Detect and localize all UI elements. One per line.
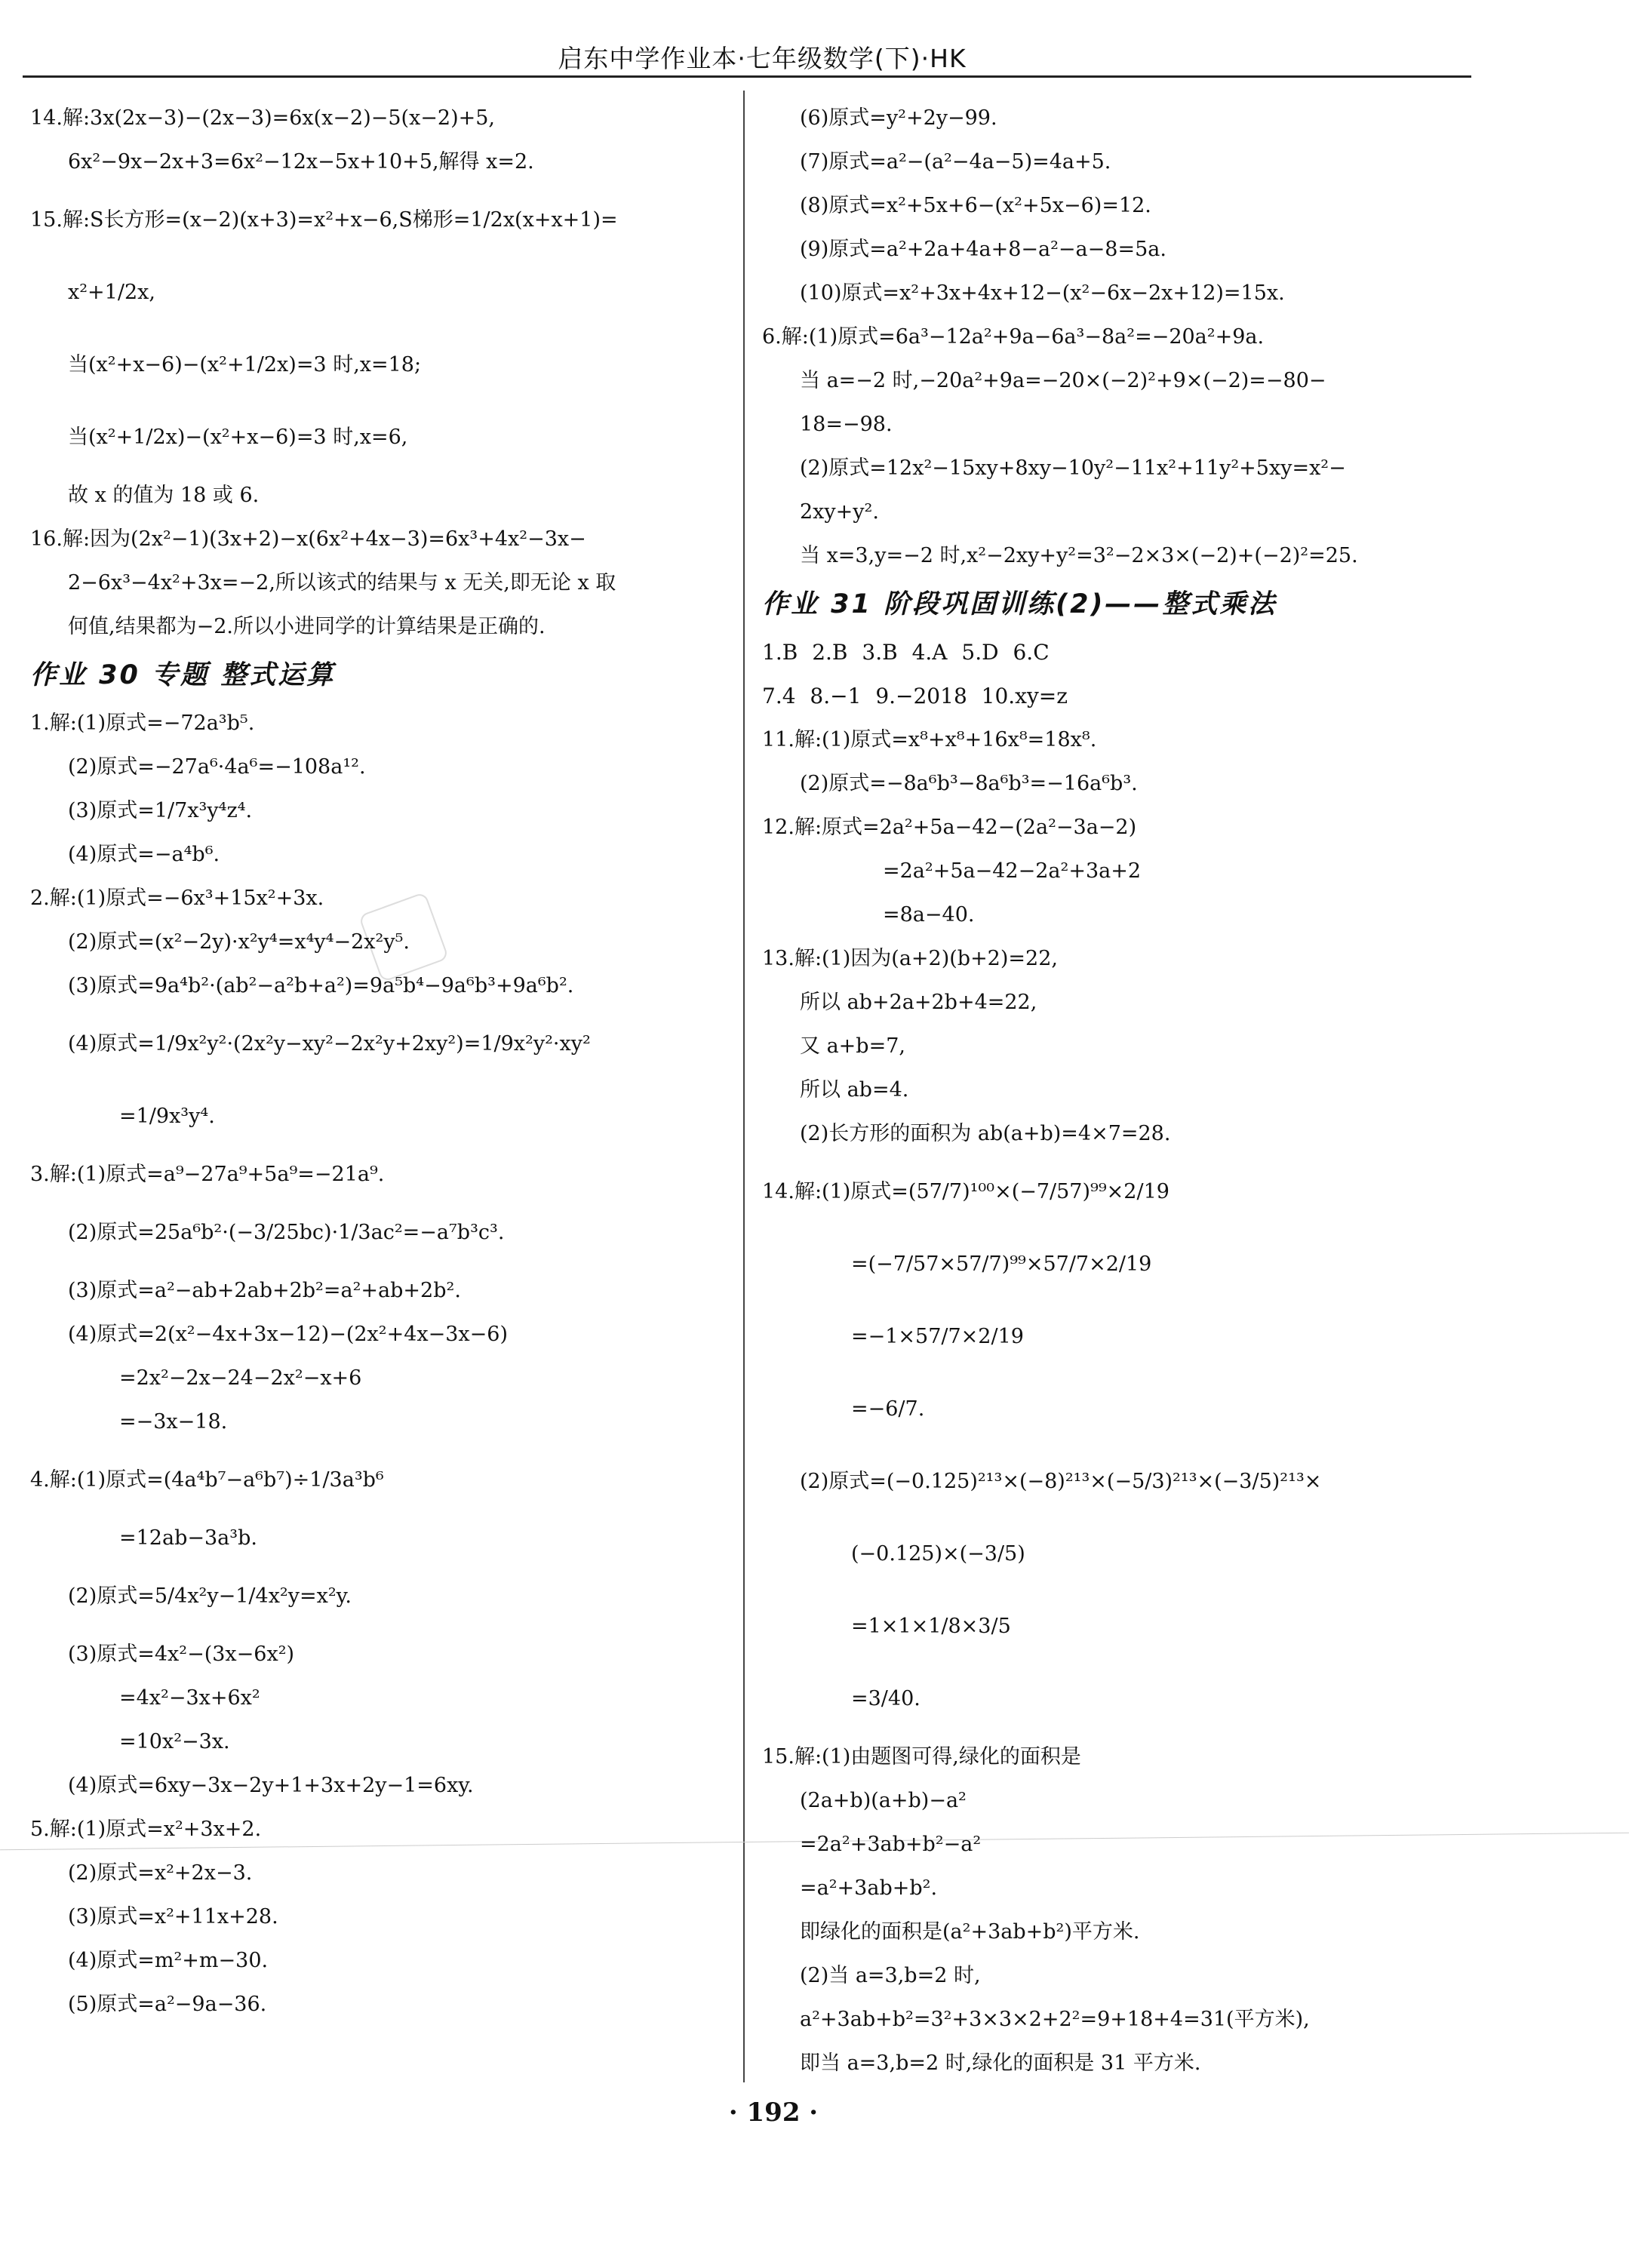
right-column xyxy=(762,97,1479,2085)
text-line: (2)原式=5/4x²y−1/4x²y=x²y. xyxy=(68,1584,352,1608)
text-line: (2)长方形的面积为 ab(a+b)=4×7=28. xyxy=(800,1122,1171,1145)
text-line: (3)原式=4x²−(3x−6x²) xyxy=(68,1643,295,1666)
text-line: 12.解:原式=2a²+5a−42−(2a²−3a−2) xyxy=(762,816,1137,839)
text-line: (6)原式=y²+2y−99. xyxy=(800,106,997,130)
text-line: 15.解:S长方形=(x−2)(x+3)=x²+x−6,S梯形=1/2x(x+x+1)= xyxy=(30,208,618,232)
text-line: 所以 ab+2a+2b+4=22, xyxy=(800,991,1037,1014)
text-line: =2a²+5a−42−2a²+3a+2 xyxy=(883,859,1142,883)
text-line: =1×1×1/8×3/5 xyxy=(851,1615,1011,1638)
text-line: 2−6x³−4x²+3x=−2,所以该式的结果与 x 无关,即无论 x 取 xyxy=(68,571,616,595)
text-line: 当 a=−2 时,−20a²+9a=−20×(−2)²+9×(−2)=−80− xyxy=(800,369,1326,392)
page-header: 启东中学作业本·七年级数学(下)·HK xyxy=(558,44,967,73)
text-line: =2a²+3ab+b²−a² xyxy=(800,1833,982,1856)
text-line: 16.解:因为(2x²−1)(3x+2)−x(6x²+4x−3)=6x³+4x²−3x− xyxy=(30,527,586,551)
text-line: 6x²−9x−2x+3=6x²−12x−5x+10+5,解得 x=2. xyxy=(68,150,534,174)
text-line: (−0.125)×(−3/5) xyxy=(851,1542,1025,1566)
text-line: 何值,结果都为−2.所以小进同学的计算结果是正确的. xyxy=(68,615,546,638)
text-line: 15.解:(1)由题图可得,绿化的面积是 xyxy=(762,1745,1081,1769)
text-line: =10x²−3x. xyxy=(119,1730,230,1753)
text-line: 即绿化的面积是(a²+3ab+b²)平方米. xyxy=(800,1920,1140,1944)
text-line: =12ab−3a³b. xyxy=(119,1526,257,1550)
text-line: (2)原式=(−0.125)²¹³×(−8)²¹³×(−5/3)²¹³×(−3/5)²¹³× xyxy=(800,1470,1322,1493)
text-line: (4)原式=m²+m−30. xyxy=(68,1949,269,1972)
header-rule xyxy=(23,75,1471,78)
text-line: 7.4 8.−1 9.−2018 10.xy=z xyxy=(762,684,1068,708)
text-line: 2.解:(1)原式=−6x³+15x²+3x. xyxy=(30,887,324,910)
text-line: 6.解:(1)原式=6a³−12a²+9a−6a³−8a²=−20a²+9a. xyxy=(762,325,1265,349)
text-line: =3/40. xyxy=(851,1687,921,1710)
text-line: =1/9x³y⁴. xyxy=(119,1105,215,1128)
text-line: (9)原式=a²+2a+4a+8−a²−a−8=5a. xyxy=(800,238,1166,261)
text-line: 当 x=3,y=−2 时,x²−2xy+y²=3²−2×3×(−2)+(−2)²=25. xyxy=(800,544,1358,567)
text-line: (2)原式=(x²−2y)·x²y⁴=x⁴y⁴−2x²y⁵. xyxy=(68,930,410,954)
text-line: 又 a+b=7, xyxy=(800,1034,905,1058)
text-line: 2xy+y². xyxy=(800,500,879,524)
text-line: 13.解:(1)因为(a+2)(b+2)=22, xyxy=(762,947,1058,970)
text-line: (4)原式=6xy−3x−2y+1+3x+2y−1=6xy. xyxy=(68,1774,474,1797)
text-line: (2)原式=25a⁶b²·(−3/25bc)·1/3ac²=−a⁷b³c³. xyxy=(68,1221,505,1244)
text-line: =−3x−18. xyxy=(119,1410,228,1434)
text-line: x²+1/2x, xyxy=(68,281,155,304)
text-line: =−1×57/7×2/19 xyxy=(851,1325,1024,1348)
text-line: (2)原式=x²+2x−3. xyxy=(68,1861,253,1885)
text-line: =(−7/57×57/7)⁹⁹×57/7×2/19 xyxy=(851,1252,1152,1276)
text-line: (4)原式=2(x²−4x+3x−12)−(2x²+4x−3x−6) xyxy=(68,1323,508,1346)
text-line: 14.解:3x(2x−3)−(2x−3)=6x(x−2)−5(x−2)+5, xyxy=(30,106,496,130)
text-line: (3)原式=x²+11x+28. xyxy=(68,1905,278,1928)
text-line: (2a+b)(a+b)−a² xyxy=(800,1789,967,1812)
text-line: (10)原式=x²+3x+4x+12−(x²−6x−2x+12)=15x. xyxy=(800,281,1285,305)
text-line: 18=−98. xyxy=(800,413,893,436)
text-line: 5.解:(1)原式=x²+3x+2. xyxy=(30,1818,262,1841)
text-line: =a²+3ab+b². xyxy=(800,1876,938,1900)
section-heading: 作业 30 专题 整式运算 xyxy=(30,660,336,690)
text-line: (8)原式=x²+5x+6−(x²+5x−6)=12. xyxy=(800,194,1151,217)
text-line: a²+3ab+b²=3²+3×3×2+2²=9+18+4=31(平方米), xyxy=(800,2008,1310,2031)
left-column xyxy=(30,97,747,2027)
text-line: (2)原式=−8a⁶b³−8a⁶b³=−16a⁶b³. xyxy=(800,772,1138,795)
text-line: (3)原式=a²−ab+2ab+2b²=a²+ab+2b². xyxy=(68,1279,461,1302)
text-line: 当(x²+1/2x)−(x²+x−6)=3 时,x=6, xyxy=(68,426,408,449)
text-line: 故 x 的值为 18 或 6. xyxy=(68,484,260,507)
text-line: 14.解:(1)原式=(57/7)¹⁰⁰×(−7/57)⁹⁹×2/19 xyxy=(762,1180,1169,1203)
text-line: 1.解:(1)原式=−72a³b⁵. xyxy=(30,711,255,735)
text-line: (7)原式=a²−(a²−4a−5)=4a+5. xyxy=(800,150,1111,174)
page-number: · 192 · xyxy=(728,2097,819,2128)
text-line: =8a−40. xyxy=(883,903,975,927)
section-heading: 作业 31 阶段巩固训练(2)——整式乘法 xyxy=(762,589,1277,619)
text-line: 当(x²+x−6)−(x²+1/2x)=3 时,x=18; xyxy=(68,353,422,376)
text-line: (2)当 a=3,b=2 时, xyxy=(800,1964,981,1987)
text-line: (3)原式=9a⁴b²·(ab²−a²b+a²)=9a⁵b⁴−9a⁶b³+9a⁶b². xyxy=(68,974,574,997)
text-line: 即当 a=3,b=2 时,绿化的面积是 31 平方米. xyxy=(800,2051,1201,2075)
text-line: (4)原式=1/9x²y²·(2x²y−xy²−2x²y+2xy²)=1/9x²y²·xy² xyxy=(68,1032,591,1056)
text-line: =2x²−2x−24−2x²−x+6 xyxy=(119,1366,362,1390)
text-line: 11.解:(1)原式=x⁸+x⁸+16x⁸=18x⁸. xyxy=(762,728,1097,751)
text-line: (2)原式=12x²−15xy+8xy−10y²−11x²+11y²+5xy=x²− xyxy=(800,456,1346,480)
text-line: 1.B 2.B 3.B 4.A 5.D 6.C xyxy=(762,640,1050,665)
text-line: (5)原式=a²−9a−36. xyxy=(68,1993,267,2016)
text-line: 4.解:(1)原式=(4a⁴b⁷−a⁶b⁷)÷1/3a³b⁶ xyxy=(30,1468,384,1492)
text-line: (4)原式=−a⁴b⁶. xyxy=(68,843,220,866)
text-line: 3.解:(1)原式=a⁹−27a⁹+5a⁹=−21a⁹. xyxy=(30,1163,385,1186)
text-line: (2)原式=−27a⁶·4a⁶=−108a¹². xyxy=(68,755,366,779)
text-line: (3)原式=1/7x³y⁴z⁴. xyxy=(68,799,253,822)
text-line: =−6/7. xyxy=(851,1397,925,1421)
text-line: =4x²−3x+6x² xyxy=(119,1686,260,1710)
text-line: 所以 ab=4. xyxy=(800,1078,909,1102)
